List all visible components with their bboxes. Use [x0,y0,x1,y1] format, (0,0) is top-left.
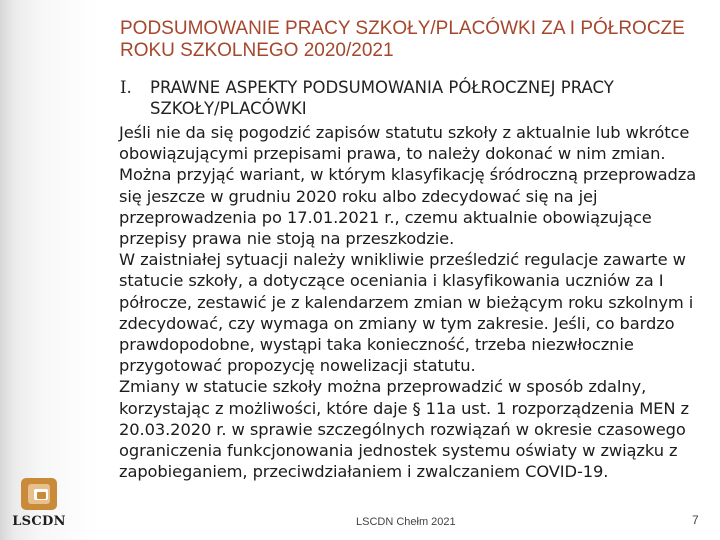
page-number: 7 [692,513,699,527]
section-number: I. [120,78,132,97]
slide-body [119,122,703,482]
logo-text: LSCDN [12,514,66,529]
lscdn-logo [8,476,70,529]
body-paragraph-3: Zmiany w statucie szkoły można przeprowadzić w sposób zdalny, korzystając z możliwości, które daje § 11a ust. 1 rozporządzenia MEN z 20.03.2020 r. w sprawie szczególnych rozwiązań w okresie czasowego ograniczenia funkcjonowania jednostek systemu oświaty w związku z zapobieganiem, przeciwdziałaniem i zwalczaniem COVID-19. [119,377,689,482]
section-heading [120,77,700,119]
body-paragraph-2: W zaistniałej sytuacji należy wnikliwie prześledzić regulacje zawarte w statucie szkoły, a dotyczące oceniania i klasyfikowania uczniów za I półrocze, zestawić je z kalendarzem zmian w bieżącym roku szkolnym i zdecydować, czy wymaga on zmiany w tym zakresie. Jeśli, co bardzo prawdopodobne, wystąpi taka konieczność, trzeba niezwłocznie przygotować propozycję nowelizacji statutu. [119,250,694,376]
section-heading-text: PRAWNE ASPEKTY PODSUMOWANIA PÓŁROCZNEJ PRACY SZKOŁY/PLACÓWKI [150,78,614,118]
body-paragraph-1: Jeśli nie da się pogodzić zapisów statutu szkoły z aktualnie lub wkrótce obowiązującymi przepisami prawa, to należy dokonać w nim zmian. Można przyjąć wariant, w którym klasyfikację śródroczną przeprowadza się jeszcze w grudniu 2020 roku albo zdecydować się na jej przeprowadzenia po 17.01.2021 r., czemu aktualnie obowiązujące przepisy prawa nie stoją na przeszkodzie. [119,123,697,249]
lscdn-logo-icon [19,476,59,512]
footer-text: LSCDN Chełm 2021 [356,516,456,528]
slide-title: PODSUMOWANIE PRACY SZKOŁY/PLACÓWKI ZA I PÓŁROCZE ROKU SZKOLNEGO 2020/2021 [120,18,685,61]
left-decorative-band [0,0,100,540]
